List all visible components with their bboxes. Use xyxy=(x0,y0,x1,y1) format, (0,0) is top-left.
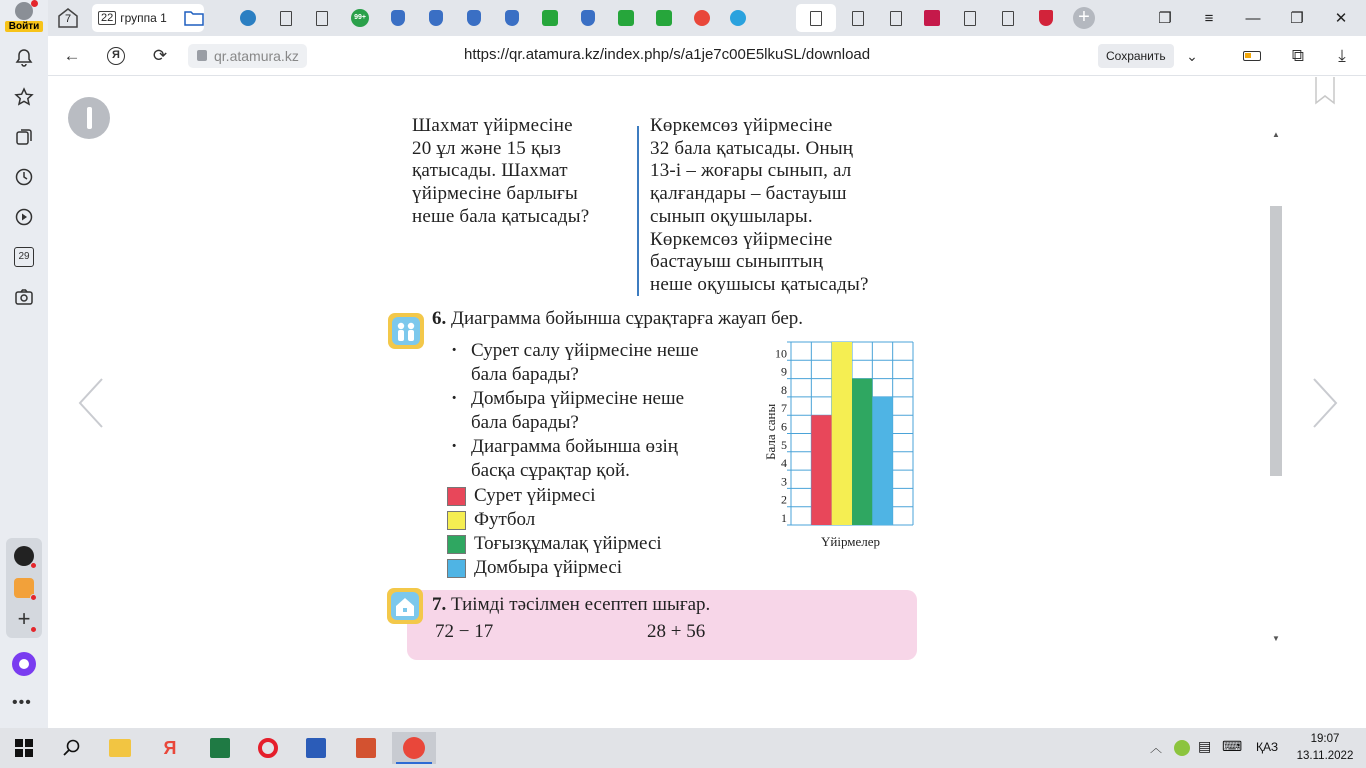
telegram-icon xyxy=(730,10,746,26)
profile-button[interactable] xyxy=(5,2,43,34)
bar-2 xyxy=(832,342,852,525)
task7-heading xyxy=(432,594,710,616)
chevron-down-icon[interactable]: ⌄ xyxy=(1186,47,1198,64)
tab-telegram-icon[interactable] xyxy=(722,4,754,32)
text-line: · Диаграмма бойынша өзің xyxy=(471,436,678,457)
tab-hand-icon[interactable] xyxy=(382,4,414,32)
legend-label: Тоғызқұмалақ үйірмесі xyxy=(474,533,662,554)
legend-swatch xyxy=(447,511,466,530)
left-column-text xyxy=(412,115,589,229)
legend-label: Футбол xyxy=(474,509,536,530)
y-tick-label: 10 xyxy=(775,346,787,361)
text-line: бала барады? xyxy=(471,412,579,433)
a-icon xyxy=(542,10,558,26)
word-icon[interactable] xyxy=(294,732,338,764)
tab-strip xyxy=(48,0,1366,36)
yandex-icon: Я xyxy=(163,738,177,758)
minimize-icon[interactable]: — xyxy=(1245,9,1261,27)
legend-item xyxy=(447,532,662,556)
legend-item xyxy=(447,508,662,532)
tab-document-icon[interactable] xyxy=(842,4,874,32)
text-line: Көркемсөз үйірмесіне xyxy=(650,228,833,250)
site-domain: qr.atamura.kz xyxy=(214,48,299,64)
pause-icon xyxy=(87,107,92,129)
y-tick-label: 3 xyxy=(781,474,787,489)
lock-icon xyxy=(197,50,207,61)
text-line: 20 ұл және 15 қыз xyxy=(412,137,562,159)
text-line: неше оқушысы қатысады? xyxy=(650,273,869,295)
text-line: басқа сұрақтар қой. xyxy=(471,460,630,481)
y-tick-label: 7 xyxy=(781,401,787,416)
task7-title: Тиімді тәсілмен есептеп шығар. xyxy=(451,594,711,615)
y-tick-label: 5 xyxy=(781,437,787,452)
chevron-up-icon[interactable]: ︿ xyxy=(1150,741,1163,755)
site-favicon xyxy=(240,10,256,26)
y-tick-label: 2 xyxy=(781,492,787,507)
alice-dot xyxy=(19,659,29,669)
page-image xyxy=(357,115,1018,648)
document-viewer xyxy=(48,77,1366,728)
menu-icon[interactable]: ≡ xyxy=(1204,9,1214,27)
bar-4 xyxy=(872,397,892,525)
tab-document-icon[interactable] xyxy=(880,4,912,32)
tab-document-icon[interactable] xyxy=(954,4,986,32)
bar-3 xyxy=(852,379,872,525)
a-icon xyxy=(656,10,672,26)
powerpoint-logo xyxy=(356,738,376,758)
collections-toolbar-icon[interactable]: ❐ xyxy=(1158,10,1172,27)
document-icon xyxy=(890,11,902,26)
camera-icon[interactable] xyxy=(9,282,39,312)
language-indicator[interactable]: ҚАЗ xyxy=(1256,740,1279,754)
people-icon xyxy=(388,313,424,349)
tab-a-icon[interactable] xyxy=(648,4,680,32)
hand-icon xyxy=(391,10,405,26)
clock-date: 13.11.2022 xyxy=(1296,750,1354,762)
legend-item xyxy=(447,556,662,580)
column-divider xyxy=(637,126,639,296)
clock[interactable] xyxy=(1290,731,1360,765)
list-item xyxy=(449,339,699,387)
scroll-up-icon[interactable]: ▲ xyxy=(1272,130,1280,139)
restore-icon[interactable]: ❐ xyxy=(1290,10,1304,27)
list-item xyxy=(449,387,699,435)
back-button[interactable]: ← xyxy=(63,46,81,65)
y-tick-label: 8 xyxy=(781,382,787,397)
legend-label: Домбыра үйірмесі xyxy=(474,557,623,578)
pdf-icon xyxy=(924,10,940,26)
clock-time: 19:07 xyxy=(1310,733,1340,745)
next-page-icon[interactable] xyxy=(1310,377,1340,429)
tab-site-icon[interactable] xyxy=(232,4,264,32)
tab-hand-icon[interactable] xyxy=(572,4,604,32)
new-tab-button[interactable] xyxy=(1068,4,1100,32)
y-tick-label: 1 xyxy=(781,511,787,525)
yandex-icon xyxy=(694,10,710,26)
tab-a-icon[interactable] xyxy=(534,4,566,32)
notification-dot xyxy=(31,0,38,7)
folder-tab-icon[interactable] xyxy=(178,4,210,32)
hand-icon xyxy=(429,10,443,26)
legend-label: Сурет үйірмесі xyxy=(474,485,596,506)
yandex-taskbar-icon[interactable] xyxy=(148,732,192,764)
legend-swatch xyxy=(447,559,466,578)
tab-yandex-icon[interactable] xyxy=(686,4,718,32)
prev-page-icon[interactable] xyxy=(76,377,106,429)
task7-number: 7. xyxy=(432,594,447,615)
save-button[interactable]: Сохранить xyxy=(1098,44,1174,68)
right-column-text xyxy=(650,115,869,297)
word-logo xyxy=(306,738,326,758)
battery-icon[interactable] xyxy=(1238,42,1266,70)
tab-shield-icon[interactable] xyxy=(1030,4,1062,32)
chart-ylabel: Бала саны xyxy=(763,403,778,460)
text-line: неше бала қатысады? xyxy=(412,205,590,227)
tray-app-icon[interactable] xyxy=(1174,740,1190,756)
text-line: 32 бала қатысады. Оның xyxy=(650,137,854,159)
hand-icon xyxy=(467,10,481,26)
battery-body xyxy=(1243,51,1261,61)
tab-document-icon[interactable] xyxy=(992,4,1024,32)
browser-sidebar xyxy=(0,0,48,728)
text-line: Шахмат үйірмесіне xyxy=(412,115,573,136)
tab-group-count: 22 xyxy=(98,11,116,25)
bell-icon[interactable] xyxy=(9,43,39,73)
star-icon[interactable] xyxy=(9,82,39,112)
tab-hand-icon[interactable] xyxy=(496,4,528,32)
task6-questions xyxy=(449,339,699,483)
add-app-icon[interactable]: + xyxy=(14,610,34,630)
hand-icon xyxy=(581,10,595,26)
windows-taskbar xyxy=(0,728,1366,768)
text-line: қалғандары – бастауыш xyxy=(650,183,847,205)
vertical-scrollbar[interactable] xyxy=(1268,126,1284,648)
a-icon xyxy=(618,10,634,26)
calendar-day: 29 xyxy=(14,247,34,267)
yandex-icon: Я xyxy=(107,47,125,65)
download-icon[interactable]: ⤓ xyxy=(1338,46,1346,65)
y-tick-label: 9 xyxy=(781,364,787,379)
text-line: үйірмесіне барлығы xyxy=(412,183,578,205)
tab-hand-icon[interactable] xyxy=(420,4,452,32)
app-badge xyxy=(30,562,37,569)
tab-99-icon[interactable] xyxy=(344,4,376,32)
text-line: сынып оқушылары. xyxy=(650,205,813,227)
yandex-browser-logo xyxy=(403,737,425,759)
reload-button[interactable]: ⟳ xyxy=(152,46,168,65)
file-explorer-icon[interactable] xyxy=(98,732,142,764)
bookmark-icon[interactable] xyxy=(1314,77,1336,105)
text-line: Көркемсөз үйірмесіне xyxy=(650,115,833,136)
tab-document-icon[interactable] xyxy=(306,4,338,32)
play-icon[interactable] xyxy=(9,202,39,232)
house-icon xyxy=(387,588,423,624)
tab-pdf-icon[interactable] xyxy=(916,4,948,32)
text-line: бала барады? xyxy=(471,364,579,385)
pause-button[interactable] xyxy=(68,97,110,139)
mail-icon[interactable] xyxy=(14,578,34,598)
battery-level xyxy=(1245,53,1251,58)
plus-icon: + xyxy=(1073,7,1095,29)
opera-logo xyxy=(258,738,278,758)
text-line: · Сурет салу үйірмесіне неше xyxy=(471,340,699,361)
chart-legend xyxy=(447,484,662,580)
task6-title: Диаграмма бойынша сұрақтарға жауап бер. xyxy=(451,308,804,329)
task6-number: 6. xyxy=(432,308,447,329)
start-button[interactable] xyxy=(2,732,46,764)
task7-expression-left: 72 − 17 xyxy=(435,621,494,642)
text-line: 13-і – жоғары сынып, ал xyxy=(650,160,852,182)
folder-icon xyxy=(109,739,131,757)
site-chip[interactable] xyxy=(188,44,307,68)
keyboard-icon[interactable]: ⌨ xyxy=(1222,738,1243,754)
extensions-icon[interactable]: ⧉ xyxy=(1291,46,1305,65)
tab-group-label: группа 1 xyxy=(120,11,167,25)
close-icon[interactable]: ✕ xyxy=(1334,10,1348,27)
document-icon xyxy=(810,11,822,26)
document-icon xyxy=(316,11,328,26)
tab-count-badge: 7 xyxy=(64,13,72,25)
alice-icon[interactable] xyxy=(12,652,36,676)
text-line: бастауыш сыныптың xyxy=(650,251,824,273)
opera-icon[interactable] xyxy=(246,732,290,764)
document-icon xyxy=(1002,11,1014,26)
scrollbar-thumb[interactable] xyxy=(1270,206,1282,476)
bar-1 xyxy=(811,415,831,525)
document-icon xyxy=(280,11,292,26)
excel-logo xyxy=(210,738,230,758)
legend-swatch xyxy=(447,535,466,554)
shield-icon xyxy=(1039,10,1053,26)
url-text[interactable]: https://qr.atamura.kz/index.php/s/a1je7c00E5lkuSL/download xyxy=(464,46,871,63)
collections-icon[interactable] xyxy=(9,122,39,152)
calendar-icon[interactable] xyxy=(9,242,39,272)
search-icon[interactable] xyxy=(50,732,94,764)
notification-icon[interactable]: ▤ xyxy=(1198,738,1212,754)
chart-bars xyxy=(811,342,892,525)
legend-swatch xyxy=(447,487,466,506)
text-line: қатысады. Шахмат xyxy=(412,160,568,182)
document-icon xyxy=(852,11,864,26)
tab-a-icon[interactable] xyxy=(610,4,642,32)
yandex-button[interactable] xyxy=(102,42,130,70)
more-icon[interactable]: ••• xyxy=(12,694,32,711)
app-icon-timer[interactable] xyxy=(14,546,34,566)
tab-document-icon[interactable] xyxy=(270,4,302,32)
scroll-down-icon[interactable]: ▼ xyxy=(1272,634,1280,643)
legend-item xyxy=(447,484,662,508)
tab-hand-icon[interactable] xyxy=(458,4,490,32)
list-item xyxy=(449,435,699,483)
task6-heading xyxy=(432,308,803,330)
excel-icon[interactable] xyxy=(198,732,242,764)
tabs-overview-button[interactable] xyxy=(52,4,84,32)
hand-icon xyxy=(505,10,519,26)
address-bar xyxy=(48,36,1366,76)
history-icon[interactable] xyxy=(9,162,39,192)
task7-expression-right: 28 + 56 xyxy=(647,621,706,642)
app-badge xyxy=(30,594,37,601)
avatar xyxy=(15,2,33,20)
active-tab[interactable] xyxy=(796,4,836,32)
yandex-browser-taskbar-icon[interactable] xyxy=(392,732,436,764)
login-label: Войти xyxy=(5,21,43,32)
bar-chart xyxy=(761,340,921,552)
document-icon xyxy=(964,11,976,26)
text-line: · Домбыра үйірмесіне неше xyxy=(471,388,685,409)
powerpoint-icon[interactable] xyxy=(344,732,388,764)
chart-xlabel: Үйірмелер xyxy=(821,534,881,549)
sidebar-apps xyxy=(6,538,42,638)
app-badge xyxy=(30,626,37,633)
y-tick-label: 4 xyxy=(781,456,787,471)
y-tick-label: 6 xyxy=(781,419,787,434)
badge-99: 99+ xyxy=(351,9,369,27)
